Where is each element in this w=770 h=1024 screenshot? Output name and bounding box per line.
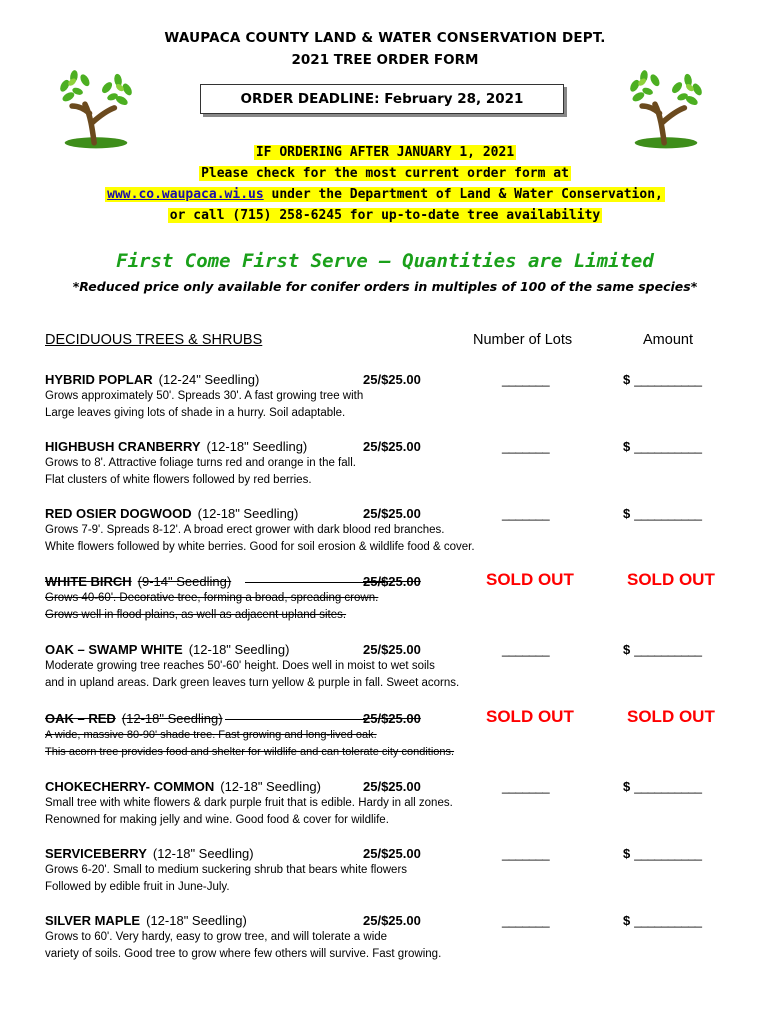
item-name: HYBRID POPLAR	[45, 372, 153, 387]
item-price: 25/$25.00	[363, 913, 421, 928]
list-item	[45, 779, 735, 839]
item-name: RED OSIER DOGWOOD	[45, 506, 192, 521]
lots-field[interactable]: _______	[502, 439, 550, 454]
list-item	[45, 506, 735, 566]
list-item	[45, 372, 735, 432]
amount-field[interactable]: $ __________	[623, 913, 702, 928]
lots-field[interactable]: _______	[502, 372, 550, 387]
item-desc: Grows 40-60'. Decorative tree, forming a broad, spreading crown.	[45, 592, 379, 604]
form-header	[0, 30, 770, 68]
item-price: 25/$25.00	[363, 846, 421, 861]
item-desc: Grows to 8'. Attractive foliage turns red and orange in the fall.	[45, 457, 356, 469]
tree-logo-icon	[50, 60, 142, 152]
item-name: WHITE BIRCH	[45, 574, 132, 589]
item-price: 25/$25.00	[363, 372, 421, 387]
lots-field[interactable]: _______	[502, 779, 550, 794]
item-desc: This acorn tree provides food and shelter for wildlife and can tolerate city conditions.	[45, 746, 455, 758]
list-item	[45, 846, 735, 906]
list-item	[45, 439, 735, 499]
amount-field[interactable]: $ __________	[623, 372, 702, 387]
sold-out-label: SOLD OUT	[486, 570, 574, 589]
item-price: 25/$25.00	[363, 574, 421, 589]
amount-field[interactable]: $ __________	[623, 439, 702, 454]
item-seedling: (12-18" Seedling)	[197, 506, 299, 521]
item-seedling: (9-14" Seedling)	[137, 574, 232, 589]
item-desc: A wide, massive 80-90' shade tree. Fast growing and long-lived oak.	[45, 729, 377, 741]
first-come-banner: First Come First Serve – Quantities are Limited	[116, 250, 654, 272]
item-name: HIGHBUSH CRANBERRY	[45, 439, 201, 454]
notice-line-3: under the Department of Land & Water Conservation,	[263, 187, 663, 202]
order-deadline: ORDER DEADLINE: February 28, 2021	[200, 84, 564, 114]
item-seedling: (12-18" Seedling)	[188, 642, 290, 657]
list-item	[45, 913, 735, 973]
lots-field[interactable]: _______	[502, 846, 550, 861]
sold-out-label: SOLD OUT	[627, 570, 715, 589]
item-seedling: (12-24" Seedling)	[158, 372, 260, 387]
item-price: 25/$25.00	[363, 439, 421, 454]
item-desc: Followed by edible fruit in June-July.	[45, 881, 230, 893]
item-name: SILVER MAPLE	[45, 913, 141, 928]
item-price: 25/$25.00	[363, 642, 421, 657]
item-seedling: (12-18" Seedling)	[121, 711, 223, 726]
item-desc: Grows to 60'. Very hardy, easy to grow tree, and will tolerate a wide	[45, 931, 388, 943]
item-price: 25/$25.00	[363, 506, 421, 521]
amount-field[interactable]: $ __________	[623, 779, 702, 794]
item-desc: Grows well in flood plains, as well as adjacent upland sites.	[45, 609, 347, 621]
item-seedling: (12-18" Seedling)	[146, 913, 247, 928]
item-desc: Moderate growing tree reaches 50'-60' height. Does well in moist to wet soils	[45, 660, 435, 672]
lots-field[interactable]: _______	[502, 506, 550, 521]
amount-field[interactable]: $ __________	[623, 642, 702, 657]
lots-column-heading: Number of Lots	[473, 332, 573, 348]
section-heading: DECIDUOUS TREES & SHRUBS	[45, 332, 263, 348]
lots-field[interactable]: _______	[502, 913, 550, 928]
department-title: WAUPACA COUNTY LAND & WATER CONSERVATION DEPT.	[164, 30, 606, 46]
item-desc: Renowned for making jelly and wine. Good food & cover for wildlife.	[45, 814, 389, 826]
sold-out-label: SOLD OUT	[486, 707, 574, 726]
item-name: CHOKECHERRY- COMMON	[45, 779, 215, 794]
list-item	[45, 707, 735, 771]
ordering-notice	[0, 142, 770, 226]
item-seedling: (12-18" Seedling)	[152, 846, 254, 861]
item-seedling: (12-18" Seedling)	[206, 439, 308, 454]
item-desc: White flowers followed by white berries. Good for soil erosion & wildlife food & cover.	[45, 541, 475, 553]
list-item	[45, 570, 735, 634]
item-seedling: (12-18" Seedling)	[220, 779, 321, 794]
tree-logo-icon	[620, 60, 712, 152]
website-link[interactable]: www.co.waupaca.wi.us	[107, 187, 264, 202]
item-desc: Small tree with white flowers & dark purple fruit that is edible. Hardy in all zones.	[45, 797, 453, 809]
lots-field[interactable]: _______	[502, 642, 550, 657]
item-desc: Grows approximately 50'. Spreads 30'. A fast growing tree with	[45, 390, 364, 402]
notice-line-1: IF ORDERING AFTER JANUARY 1, 2021	[255, 145, 515, 160]
item-desc: variety of soils. Good tree to grow where few others will survive. Fast growing.	[45, 948, 442, 960]
item-name: OAK – SWAMP WHITE	[45, 642, 183, 657]
list-item	[45, 642, 735, 702]
amount-field[interactable]: $ __________	[623, 846, 702, 861]
notice-line-4: or call (715) 258-6245 for up-to-date tree availability	[169, 208, 601, 223]
sold-out-label: SOLD OUT	[627, 707, 715, 726]
amount-field[interactable]: $ __________	[623, 506, 702, 521]
item-desc: Grows 7-9'. Spreads 8-12'. A broad erect grower with dark blood red branches.	[45, 524, 445, 536]
item-desc: Large leaves giving lots of shade in a hurry. Soil adaptable.	[45, 407, 346, 419]
item-name: OAK – RED	[45, 711, 116, 726]
item-price: 25/$25.00	[363, 779, 421, 794]
strike-line	[225, 719, 365, 720]
form-title: 2021 TREE ORDER FORM	[291, 52, 479, 68]
item-price: 25/$25.00	[363, 711, 421, 726]
item-desc: Flat clusters of white flowers followed by red berries.	[45, 474, 312, 486]
reduced-price-note: *Reduced price only available for conifer orders in multiples of 100 of the same species*	[72, 279, 698, 294]
item-desc: Grows 6-20'. Small to medium suckering shrub that bears white flowers	[45, 864, 408, 876]
item-desc: and in upland areas. Dark green leaves turn yellow & purple in fall. Sweet acorns.	[45, 677, 460, 689]
amount-column-heading: Amount	[643, 332, 693, 348]
item-name: SERVICEBERRY	[45, 846, 147, 861]
notice-line-2: Please check for the most current order form at	[201, 166, 569, 181]
